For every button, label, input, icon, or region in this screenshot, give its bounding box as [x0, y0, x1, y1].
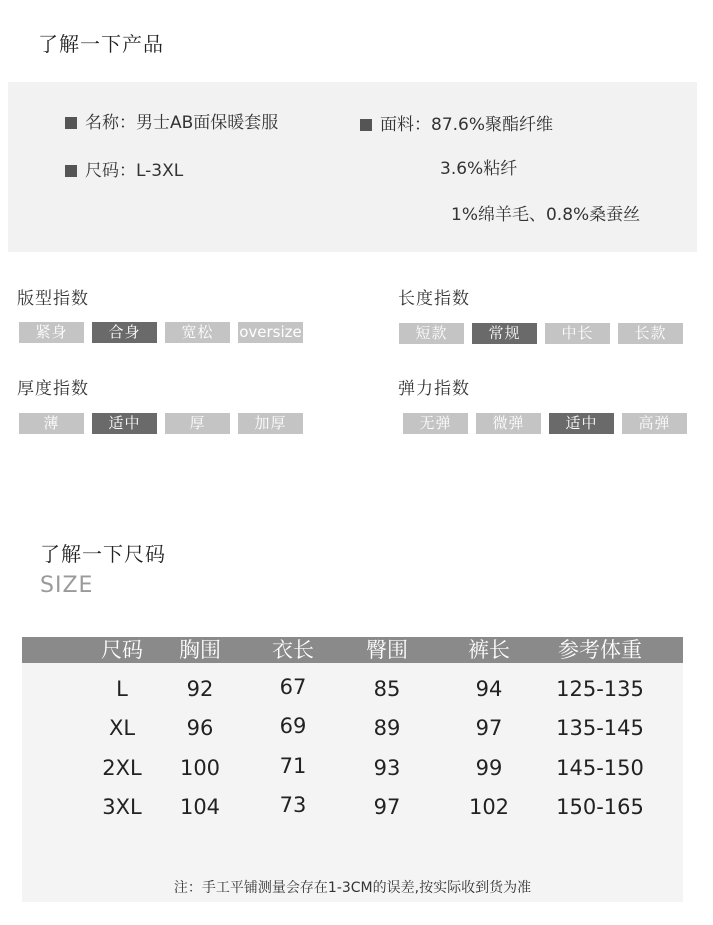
header-pants-length: 裤长 [468, 638, 510, 662]
fit-index-options [19, 322, 303, 343]
length-option: 常规 [472, 323, 537, 344]
cell-hip: 89 [373, 716, 401, 740]
elasticity-option: 高弹 [622, 413, 687, 434]
fabric-text-1: 面料：87.6%聚酯纤维 [380, 115, 554, 135]
thickness-option: 厚 [165, 413, 230, 434]
thickness-index-title: 厚度指数 [17, 379, 89, 399]
fit-index-title: 版型指数 [17, 289, 89, 309]
fabric-line-1 [360, 110, 553, 135]
fit-option: 宽松 [165, 322, 230, 343]
cell-weight: 125-135 [556, 677, 644, 701]
cell-weight: 145-150 [556, 756, 644, 780]
cell-pants-length: 97 [475, 716, 503, 740]
cell-length: 71 [279, 754, 307, 778]
thickness-option: 加厚 [238, 413, 303, 434]
fabric-line-2: 3.6%粘纤 [440, 159, 518, 179]
cell-length: 67 [279, 675, 307, 699]
length-option: 中长 [545, 323, 610, 344]
header-hip: 臀围 [366, 638, 408, 662]
elasticity-index-title: 弹力指数 [398, 379, 470, 399]
product-name [65, 108, 278, 133]
cell-size: L [116, 677, 128, 701]
size-table-header [22, 637, 683, 663]
bullet-square-icon [65, 165, 77, 177]
cell-chest: 96 [186, 716, 214, 740]
header-size: 尺码 [101, 638, 143, 662]
cell-chest: 104 [179, 795, 221, 819]
length-index-title: 长度指数 [398, 289, 470, 309]
length-option: 短款 [399, 323, 464, 344]
cell-pants-length: 102 [468, 795, 510, 819]
cell-pants-length: 99 [475, 756, 503, 780]
cell-chest: 92 [186, 677, 214, 701]
length-index-options [399, 323, 683, 344]
header-chest: 胸围 [179, 638, 221, 662]
fabric-line-3: 1%绵羊毛、0.8%桑蚕丝 [451, 205, 641, 225]
product-size-text: 尺码：L-3XL [85, 161, 184, 181]
thickness-option: 适中 [92, 413, 157, 434]
elasticity-option: 微弹 [476, 413, 541, 434]
cell-size: XL [108, 716, 136, 740]
cell-length: 73 [279, 793, 307, 817]
elasticity-option: 适中 [549, 413, 614, 434]
measurement-note: 注：手工平铺测量会存在1-3CM的误差,按实际收到货为准 [173, 880, 532, 896]
fit-option: 紧身 [19, 322, 84, 343]
header-weight: 参考体重 [558, 638, 642, 662]
size-section-title: 了解一下尺码 [40, 542, 166, 566]
thickness-option: 薄 [19, 413, 84, 434]
cell-size: 3XL [102, 795, 142, 819]
product-info-box [8, 82, 697, 252]
length-option: 长款 [618, 323, 683, 344]
cell-weight: 150-165 [556, 795, 644, 819]
fit-option: oversize [239, 323, 302, 341]
cell-size: 2XL [102, 756, 142, 780]
cell-hip: 93 [373, 756, 401, 780]
cell-pants-length: 94 [475, 677, 503, 701]
size-section-subtitle: SIZE [40, 573, 94, 598]
product-size-range [65, 156, 183, 181]
cell-weight: 135-145 [556, 716, 644, 740]
elasticity-index-options [403, 413, 687, 434]
cell-chest: 100 [179, 756, 221, 780]
cell-hip: 85 [373, 677, 401, 701]
product-name-text: 名称：男士AB面保暖套服 [85, 113, 279, 133]
bullet-square-icon [360, 119, 372, 131]
header-length: 衣长 [272, 638, 314, 662]
thickness-index-options [19, 413, 303, 434]
bullet-square-icon [65, 117, 77, 129]
cell-hip: 97 [373, 795, 401, 819]
cell-length: 69 [279, 714, 307, 738]
size-table [22, 637, 683, 902]
fit-option: 合身 [92, 322, 157, 343]
product-section-title: 了解一下产品 [38, 32, 164, 56]
elasticity-option: 无弹 [403, 413, 468, 434]
